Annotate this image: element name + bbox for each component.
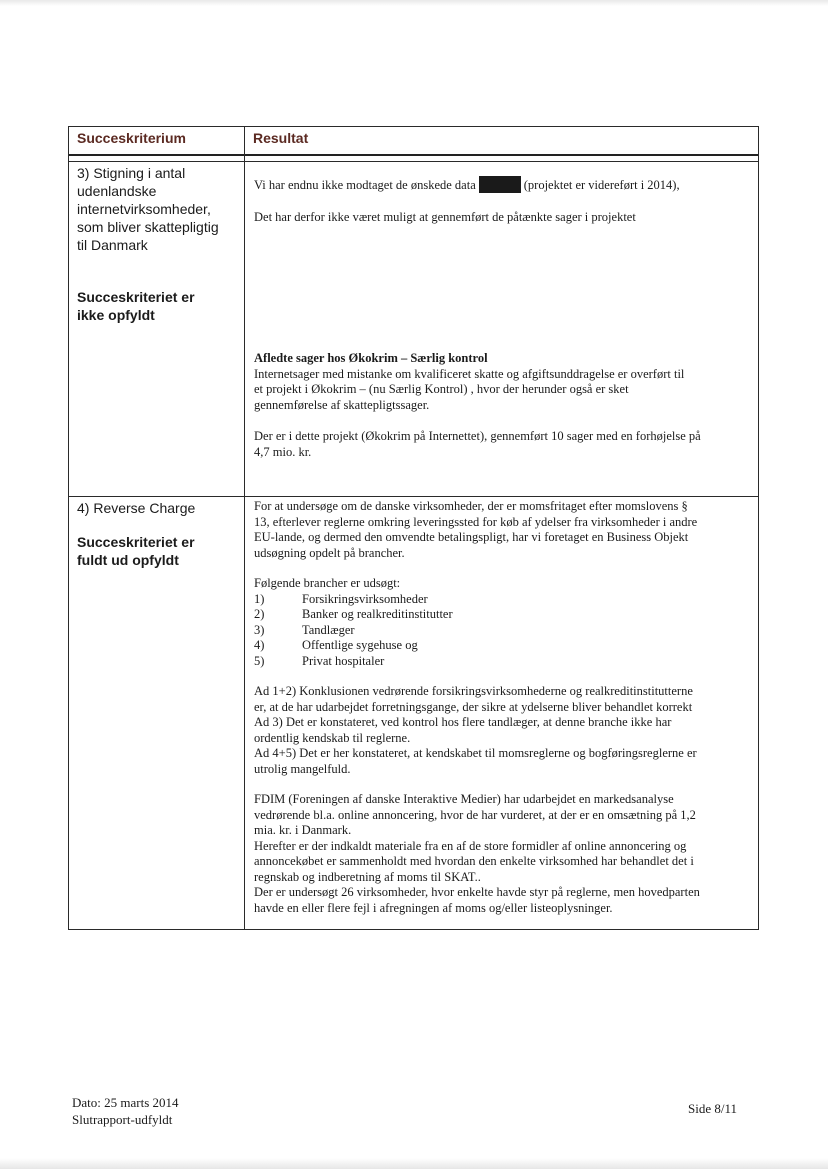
header-criterion-label: Succeskriterium xyxy=(69,127,244,156)
status-line: ikke opfyldt xyxy=(77,307,155,323)
table-header-row xyxy=(69,127,759,162)
header-cell-result xyxy=(245,127,759,162)
criteria-table xyxy=(68,126,759,930)
table-row xyxy=(69,162,759,497)
criterion-line: til Danmark xyxy=(77,237,148,253)
footer-left xyxy=(72,1094,179,1128)
footer-doc-name: Slutrapport-udfyldt xyxy=(72,1112,173,1127)
criterion-line: som bliver skattepligtig xyxy=(77,219,219,235)
result-paragraph: Ad 1+2) Konklusionen vedrørende forsikringsvirksomhederne og realkreditinstitutterne er, at de har udarbejdet forretningsgange, der sikre at ydelserne bliver behandlet korrekt Ad 3) Det er konstateret, ved kontrol hos flere tandlæger, at denne branche ikke har ordentlig kendskab til reglerne. Ad 4+5) Det er her konstateret, at kendskabet til momsreglerne og bogføringsreglerne er utrolig mangelfuld. xyxy=(254,684,697,776)
criterion-title xyxy=(77,499,238,517)
criterion-status xyxy=(77,533,238,569)
criterion-cell xyxy=(69,497,245,930)
result-paragraph: For at undersøge om de danske virksomheder, der er momsfritaget efter momslovens § 13, efterlever reglerne omkring leveringssted for køb af ydelser fra virksomheder i andre EU-lande, og dermed den omvendte betalingspligt, har vi foretaget en Business Objekt udsøgning opdelt på brancher. xyxy=(254,499,698,560)
branch-list xyxy=(254,592,748,670)
redaction-block xyxy=(479,176,521,193)
table-row xyxy=(69,497,759,930)
list-item: 5) Privat hospitaler xyxy=(254,653,385,668)
page-number: Side 8/11 xyxy=(688,1101,737,1116)
criterion-line: 3) Stigning i antal xyxy=(77,165,186,181)
status-line: fuldt ud opfyldt xyxy=(77,552,179,568)
list-item: 4) Offentlige sygehuse og xyxy=(254,638,418,652)
status-line: Succeskriteriet er xyxy=(77,534,195,550)
scan-edge-top xyxy=(0,0,828,6)
list-item: 3) Tandlæger xyxy=(254,622,355,637)
criterion-line: 4) Reverse Charge xyxy=(77,500,196,516)
criterion-cell xyxy=(69,162,245,497)
result-paragraph: Vi har endnu ikke modtaget de ønskede data (projektet er videreført i 2014), xyxy=(254,178,680,192)
list-item: 1) Forsikringsvirksomheder xyxy=(254,591,428,606)
result-paragraph: Der er i dette projekt (Økokrim på Internettet), gennemført 10 sager med en forhøjelse på 4,7 mio. kr. xyxy=(254,429,701,459)
criterion-status xyxy=(77,288,238,324)
section-heading: Afledte sager hos Økokrim – Særlig kontrol xyxy=(254,351,488,365)
criterion-line: internetvirksomheder, xyxy=(77,201,211,217)
criterion-title xyxy=(77,164,238,254)
result-cell xyxy=(245,162,759,497)
scan-edge-bottom xyxy=(0,1158,828,1169)
result-paragraph: Det har derfor ikke været muligt at gennemført de påtænkte sager i projektet xyxy=(254,209,636,224)
criterion-line: udenlandske xyxy=(77,183,157,199)
header-result-label: Resultat xyxy=(245,127,758,156)
list-heading: Følgende brancher er udsøgt: xyxy=(254,576,401,590)
status-line: Succeskriteriet er xyxy=(77,289,195,305)
footer-date: Dato: 25 marts 2014 xyxy=(72,1095,179,1110)
list-item: 2) Banker og realkreditinstitutter xyxy=(254,607,453,621)
result-paragraph: Internetsager med mistanke om kvalificeret skatte og afgiftsunddragelse er overført til et projekt i Økokrim – (nu Særlig Kontrol) , hvor der herunder også er sket gennemførelse af skattepligtssager. xyxy=(254,366,685,412)
result-cell xyxy=(245,497,759,930)
header-cell-criterion xyxy=(69,127,245,162)
result-paragraph: FDIM (Foreningen af danske Interaktive Medier) har udarbejdet en markedsanalyse vedrørende bl.a. online annoncering, hvor de har vurderet, at der er en omsætning på 1,2 mia. kr. i Danmark. Herefter er der indkaldt materiale fra en af de store formidler af online annoncering og annoncekøbet er sammenholdt med hvordan den enkelte virksomhed har behandlet det i regnskab og indberetning af moms til SKAT.. Der er undersøgt 26 virksomheder, hvor enkelte havde styr på reglerne, men hovedparten havde en eller flere fejl i afregningen af moms og/eller listeoplysninger. xyxy=(254,792,700,915)
